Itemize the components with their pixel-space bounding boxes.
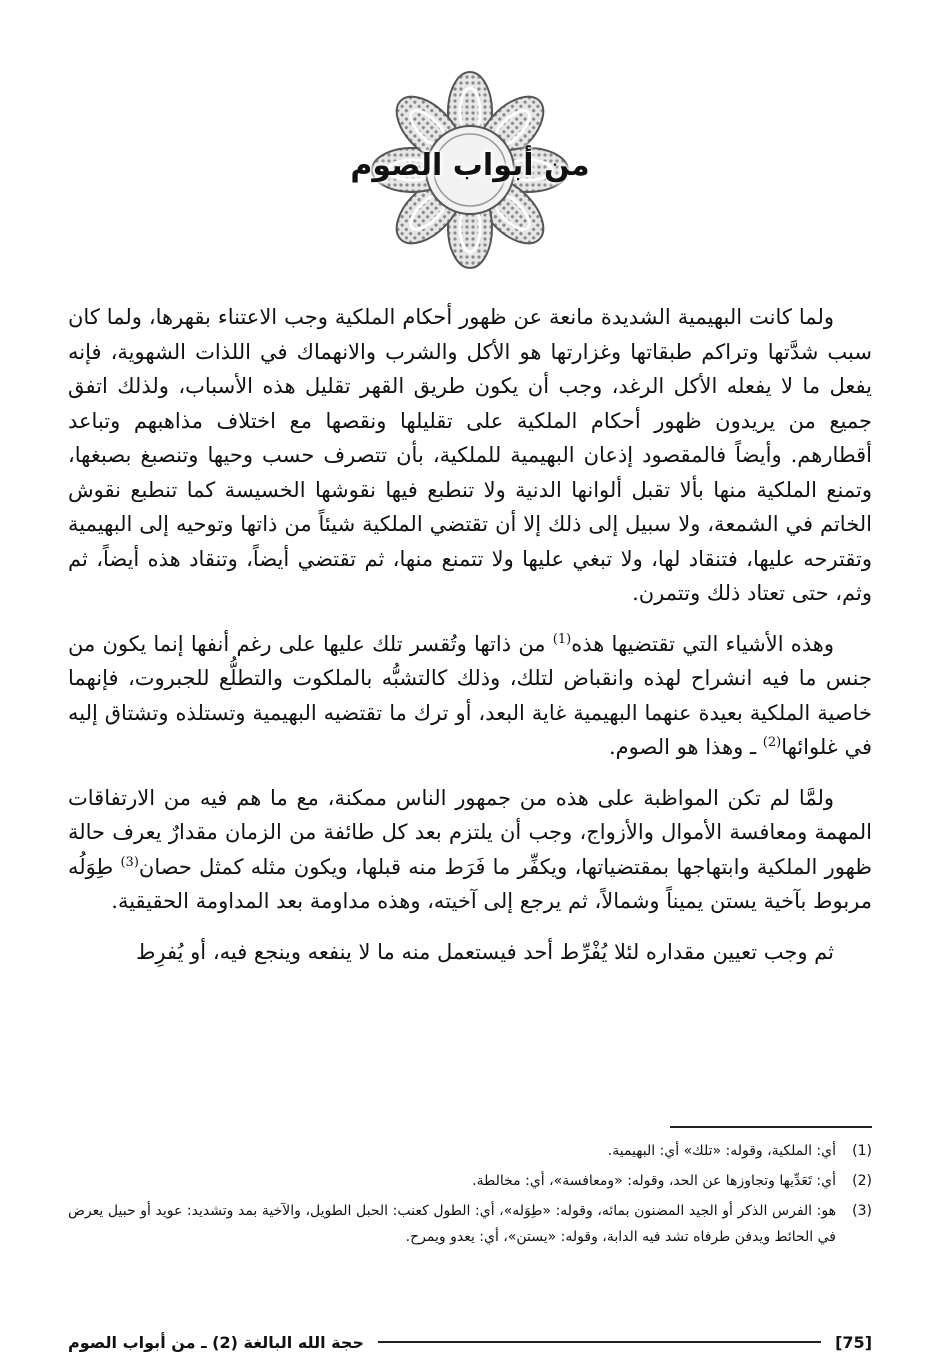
footnote-item xyxy=(68,1138,872,1164)
paragraph-1: ولما كانت البهيمية الشديدة مانعة عن ظهور أحكام الملكية وجب الاعتناء بقهرها، ولما كان سبب شدَّتها وتراكم طبقاتها وغزارتها هو الأكل والشرب والانهماك في اللذات الشهوية، فإنه يفعل ما لا يفعله الأكل الرغد، وجب أن يكون طريق القهر تقليل هذه الأسباب، ولذلك اتفق جميع من يريدون ظهور أحكام الملكية على تقليلها ونقصها مع اختلاف مذاهبهم وتباعد أقطارهم. وأيضاً فالمقصود إذعان البهيمية للملكية، بأن تتصرف حسب وحيها وتنصبغ بصبغها، وتمنع الملكية منها بألا تقبل ألوانها الدنية ولا تنطبع فيها نقوشها الخسيسة كما تنطبع نقوش الخاتم في الشمعة، ولا سبيل إلى ذلك إلا أن تقتضي الملكية شيئاً من ذاتها وتوحيه إلى البهيمية وتقترحه عليها، فتنقاد لها، ولا تبغي عليها ولا تتمنع منها، ثم تقتضي أيضاً، وتنقاد هذه أيضاً، ثم وثم، حتى تعتاد ذلك وتتمرن. xyxy=(68,305,872,605)
footnote-ref-1[interactable]: (1) xyxy=(552,631,572,647)
footnote-text: هو: الفرس الذكر أو الجيد المضنون بمائه، وقوله: «طِوَله»، أي: الطول كعنب: الحبل الطويل، والآخية بمد وتشديد: عويد أو حبيل يعرض في الحائط ويدفن طرفاه تشد فيه الدابة، وقوله: «يستن»، أي: يعدو ويمرح. xyxy=(68,1203,836,1245)
footnote-number: (1) xyxy=(852,1143,872,1159)
paragraph-4: ثم وجب تعيين مقداره لئلا يُفْرِّط أحد فيستعمل منه ما لا ينفعه وينجع فيه، أو يُفرِط xyxy=(136,939,834,964)
footnote-number: (3) xyxy=(852,1203,872,1219)
footnote-text: أي: الملكية، وقوله: «تلك» أي: البهيمية. xyxy=(607,1143,836,1159)
running-title: حجة الله البالغة (2) ـ من أبواب الصوم xyxy=(68,1332,364,1352)
paragraph-3-text-1: ولمَّا لم تكن المواظبة على هذه من جمهور الناس ممكنة، مع ما هم فيه من الارتفاقات المهمة ومعافسة الأموال والأزواج، وجب أن يلتزم بعد كل طائفة من الزمان مقدارٌ يعرف حالة ظهور الملكية وابتهاجها بمقتضياتها، ويكفِّر ما فَرَط منه قبلها، ويكون مثله كمثل حصان xyxy=(68,785,872,879)
footnote-item xyxy=(68,1198,872,1250)
paragraph-3-text-2: طِوَلُه مربوط بآخية يستن يميناً وشمالاً، ثم يرجع إلى آخيته، وهذه مداومة بعد المداومة الحقيقية. xyxy=(68,854,872,913)
footnote-divider xyxy=(670,1126,872,1128)
footnote-ref-3[interactable]: (3) xyxy=(120,854,139,870)
paragraph-2-text-2: من ذاتها وتُقسر تلك عليها على رغم أنفها إنما يكون من جنس ما فيه انشراح لهذه وانقباض لتلك، وذلك كالتشبُّه بالملكوت والتطلُّع للجبروت، فإنهما خاصية الملكية بعيدة عنهما البهيمية غاية البعد، أو ترك ما تقتضيه البهيمية وتستلذه وتشتاق إليه في غلوائها xyxy=(68,631,872,759)
paragraph-2-text-3: ـ وهذا هو الصوم. xyxy=(608,735,763,759)
footnote-text: أي: تَعَدِّيها وتجاوزها عن الحد، وقوله: «ومعافسة»، أي: مخالطة. xyxy=(472,1173,836,1189)
page-number: [75] xyxy=(835,1332,872,1352)
footer-divider xyxy=(378,1341,821,1343)
paragraph-2-text-1: وهذه الأشياء التي تقتضيها هذه xyxy=(571,631,835,656)
footnote-item xyxy=(68,1168,872,1194)
paragraph-3 xyxy=(68,781,872,919)
footnote-ref-2[interactable]: (2) xyxy=(762,735,782,750)
footnotes xyxy=(68,1138,872,1254)
paragraph-2 xyxy=(68,627,872,765)
chapter-title: من أبواب الصوم xyxy=(350,148,590,183)
body-text xyxy=(68,300,872,969)
running-footer xyxy=(68,1330,872,1354)
footnote-number: (2) xyxy=(852,1173,872,1189)
